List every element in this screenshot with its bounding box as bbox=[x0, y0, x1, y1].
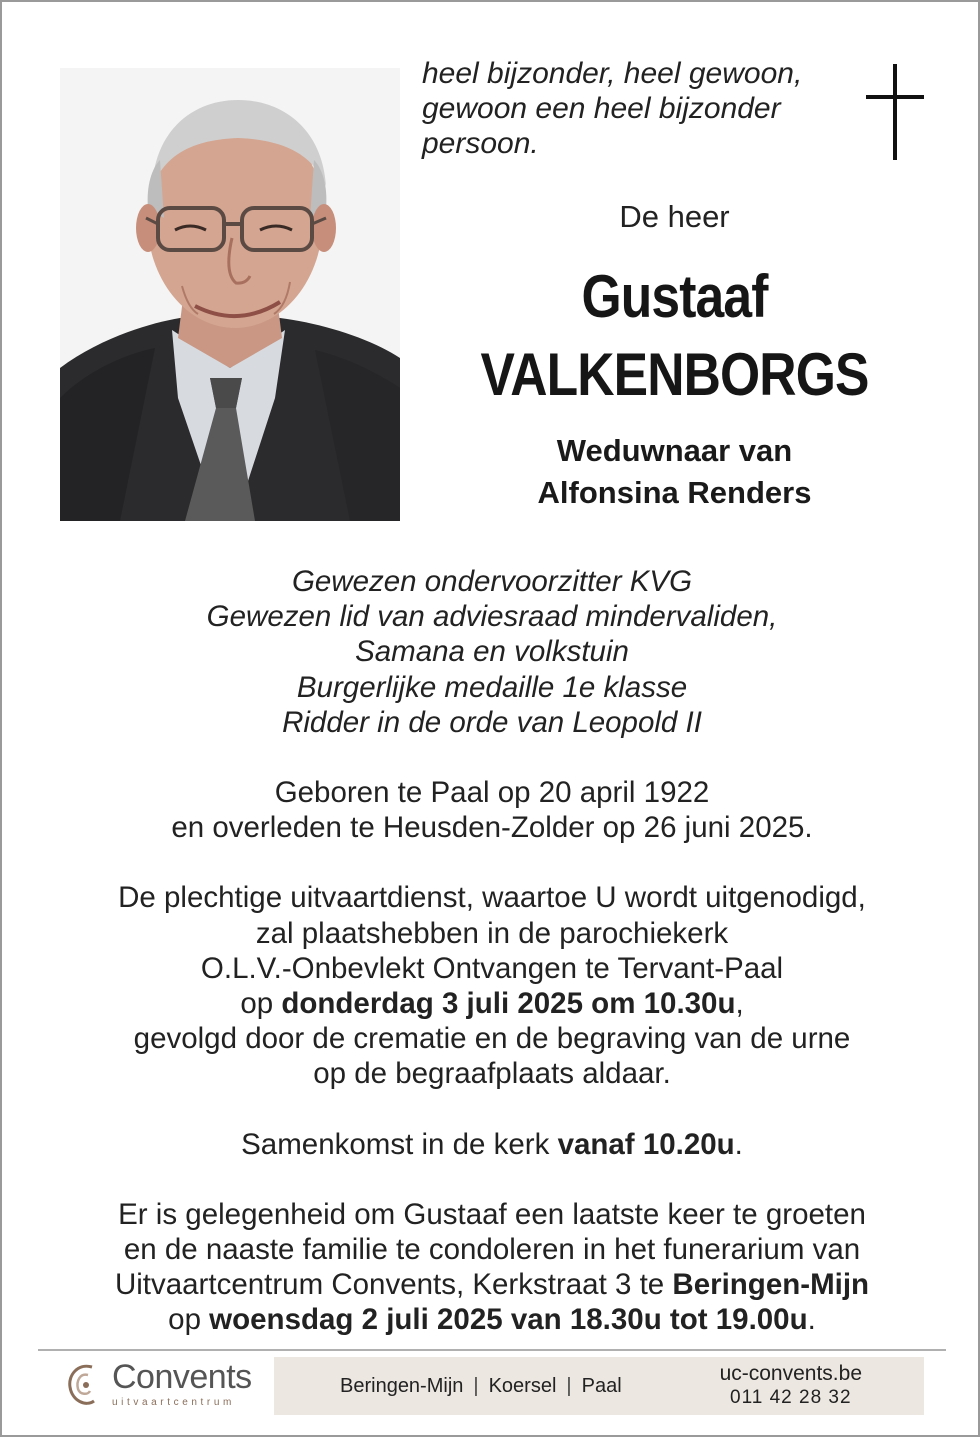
service-line: O.L.V.-Onbevlekt Ontvangen te Tervant-Paal bbox=[200, 951, 784, 985]
separator: | bbox=[473, 1375, 479, 1397]
service-line: op de begraafplaats aldaar. bbox=[313, 1057, 671, 1091]
condolence-line: Er is gelegenheid om Gustaaf een laatste keer te groeten bbox=[118, 1197, 866, 1231]
footer-divider bbox=[38, 1349, 946, 1351]
phone-number: 011 42 28 32 bbox=[730, 1387, 852, 1408]
condolence-datetime: op woensdag 2 juli 2025 van 18.30u tot 19.00u. bbox=[168, 1303, 816, 1337]
separator: | bbox=[566, 1375, 572, 1397]
last-name: VALKENBORGS bbox=[480, 341, 869, 408]
honorific: De heer bbox=[619, 199, 730, 234]
portrait-illustration bbox=[60, 68, 400, 521]
location-item: Koersel bbox=[488, 1375, 557, 1397]
motto bbox=[422, 56, 852, 161]
service-date-bold: donderdag 3 juli 2025 om 10.30u bbox=[281, 987, 736, 1021]
condolence-date-bold: woensdag 2 juli 2025 van 18.30u tot 19.00u bbox=[209, 1303, 808, 1337]
portrait-photo bbox=[60, 68, 400, 521]
honor-item: Gewezen lid van adviesraad mindervaliden, bbox=[206, 600, 778, 634]
service-line: gevolgd door de crematie en de begraving van de urne bbox=[133, 1022, 851, 1056]
spouse-info bbox=[422, 430, 927, 514]
first-name: Gustaaf bbox=[581, 263, 768, 330]
condolence-details bbox=[42, 1197, 942, 1338]
birth-line: Geboren te Paal op 20 april 1922 bbox=[274, 776, 710, 810]
service-datetime: op donderdag 3 juli 2025 om 10.30u, bbox=[240, 987, 744, 1021]
name-block bbox=[422, 198, 927, 514]
condolence-line: en de naaste familie te condoleren in het funerarium van bbox=[123, 1233, 861, 1267]
logo-subtitle: uitvaartcentrum bbox=[112, 1397, 235, 1408]
gathering-time: vanaf 10.20u bbox=[557, 1127, 735, 1161]
service-details bbox=[42, 880, 942, 1091]
website-link[interactable]: uc-convents.be bbox=[719, 1362, 862, 1385]
contact-info bbox=[720, 1361, 862, 1410]
logo-mark-icon bbox=[62, 1361, 102, 1409]
honor-item: Samana en volkstuin bbox=[355, 635, 629, 669]
condolence-place: Beringen-Mijn bbox=[672, 1268, 870, 1302]
locations-list bbox=[340, 1374, 622, 1398]
logo-name: Convents bbox=[112, 1358, 252, 1396]
announcement-body bbox=[42, 564, 942, 1338]
motto-line: gewoon een heel bijzonder bbox=[422, 92, 781, 125]
honor-item: Gewezen ondervoorzitter KVG bbox=[291, 565, 693, 598]
life-dates bbox=[42, 775, 942, 845]
motto-line: heel bijzonder, heel gewoon, bbox=[422, 57, 803, 90]
service-line: zal plaatshebben in de parochiekerk bbox=[255, 916, 729, 950]
condolence-location: Uitvaartcentrum Convents, Kerkstraat 3 te Beringen-Mijn bbox=[114, 1268, 870, 1302]
spouse-name: Alfonsina Renders bbox=[537, 475, 812, 510]
cross-icon bbox=[866, 64, 924, 160]
gathering-line: Samenkomst in de kerk vanaf 10.20u. bbox=[241, 1127, 743, 1161]
motto-line: persoon. bbox=[422, 127, 539, 160]
location-item: Beringen-Mijn bbox=[340, 1375, 464, 1397]
convents-logo bbox=[62, 1357, 272, 1417]
honor-item: Ridder in de orde van Leopold II bbox=[282, 705, 702, 739]
spouse-line: Weduwnaar van bbox=[556, 433, 793, 468]
honors-list bbox=[42, 564, 942, 740]
location-item: Paal bbox=[581, 1375, 622, 1397]
service-line: De plechtige uitvaartdienst, waartoe U wordt uitgenodigd, bbox=[118, 881, 866, 915]
death-line: en overleden te Heusden-Zolder op 26 juni 2025. bbox=[171, 811, 813, 845]
honor-item: Burgerlijke medaille 1e klasse bbox=[296, 670, 688, 704]
footer-band bbox=[274, 1357, 924, 1415]
